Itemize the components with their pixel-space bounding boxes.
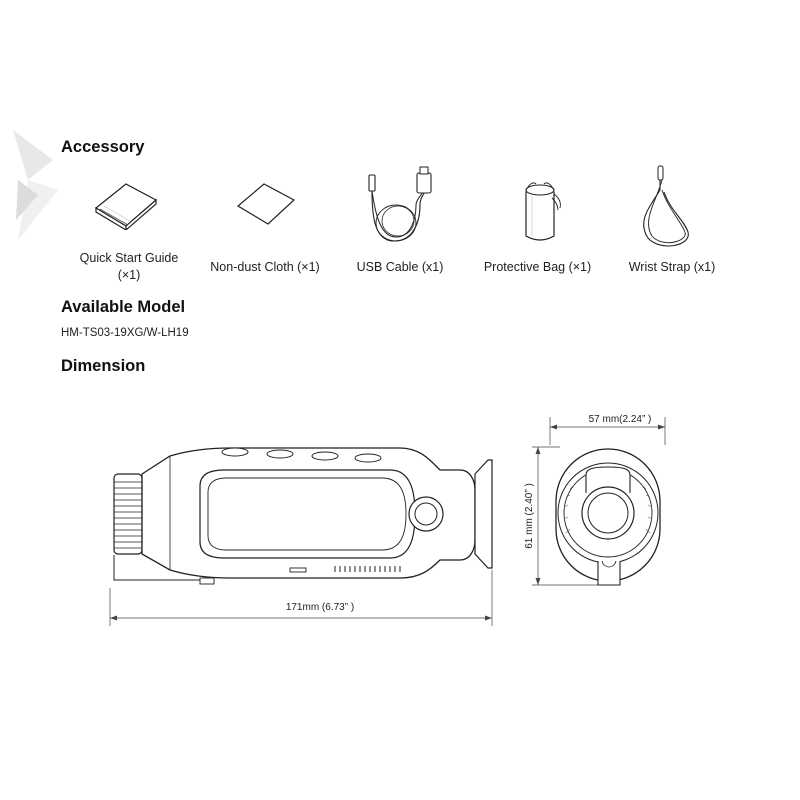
accessory-item-usb-cable (345, 259, 455, 276)
accessory-qty: (×1) (117, 268, 141, 282)
available-model-heading: Available Model (61, 298, 186, 316)
cloth-icon (234, 180, 298, 228)
accessory-heading: Accessory (61, 138, 145, 156)
height-dimension-label: 61 mm (2.40” ) (524, 483, 535, 549)
accessory-item-non-dust-cloth (200, 259, 330, 276)
accessory-label: USB Cable (x1) (356, 260, 444, 274)
accessory-label: Non-dust Cloth (×1) (210, 260, 320, 274)
accessory-item-wrist-strap (612, 259, 732, 276)
bag-icon (510, 170, 570, 246)
accessory-item-quick-start-guide (70, 250, 188, 284)
brand-watermark-icon (8, 120, 68, 260)
accessory-label: Quick Start Guide (79, 251, 179, 265)
side-view-drawing (100, 430, 510, 630)
booklet-icon (90, 178, 162, 230)
accessory-label: Wrist Strap (x1) (628, 260, 716, 274)
accessory-item-protective-bag (470, 259, 605, 276)
wrist-strap-icon (630, 160, 700, 252)
length-dimension-label: 171mm (6.73” ) (285, 602, 355, 613)
model-number: HM-TS03-19XG/W-LH19 (61, 327, 189, 339)
dimension-heading: Dimension (61, 357, 146, 375)
front-view-drawing (520, 405, 700, 620)
accessory-label: Protective Bag (×1) (483, 260, 592, 274)
width-dimension-label: 57 mm(2.24” ) (588, 414, 652, 425)
usb-cable-icon (362, 165, 442, 247)
